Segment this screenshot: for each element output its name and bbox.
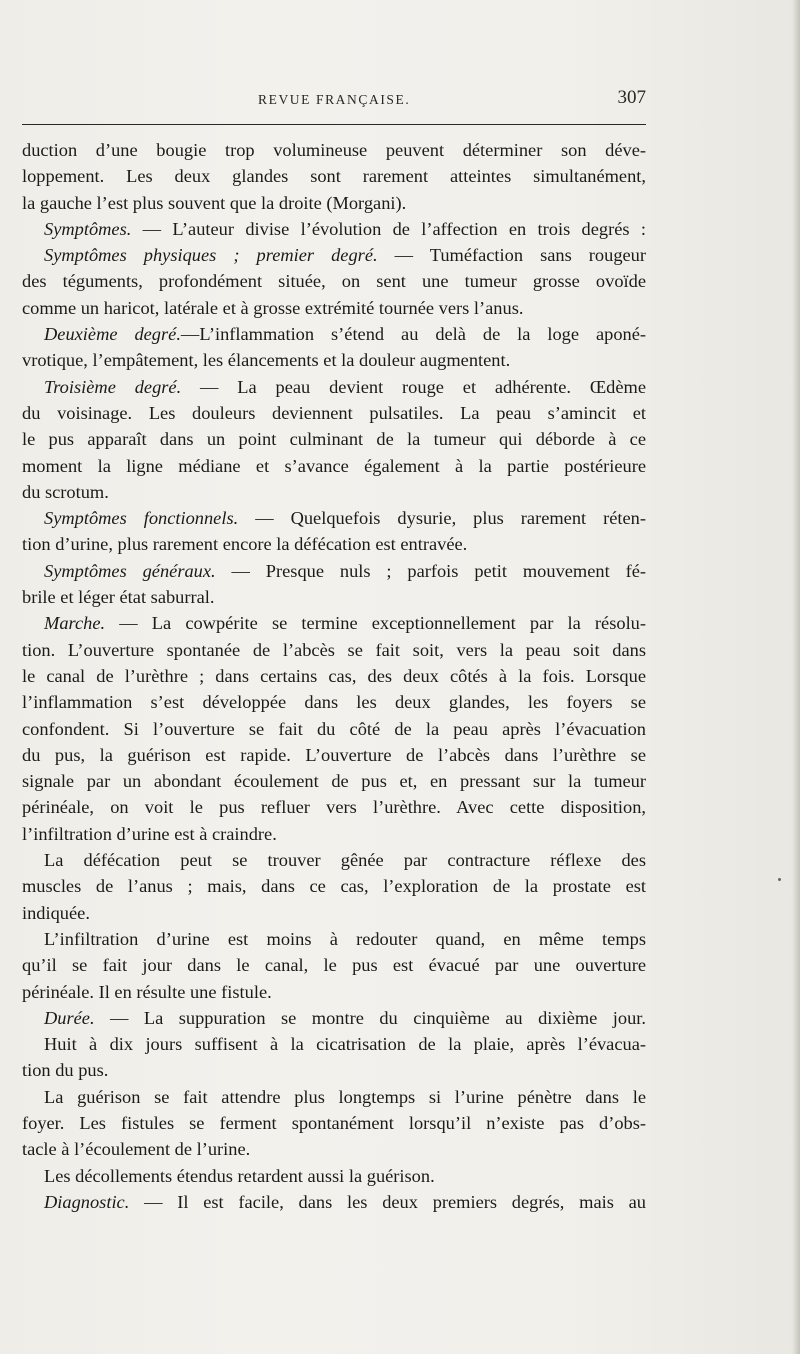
- line-text: tion. L’ouverture spontanée de l’abcès se fait soit, vers la peau soit dans: [22, 639, 646, 660]
- header-rule: [22, 124, 646, 125]
- text-line: [22, 873, 646, 899]
- text-line: [22, 1163, 646, 1189]
- line-text: Huit à dix jours suffisent à la cicatrisation de la plaie, après l’évacua-: [44, 1034, 646, 1055]
- text-line: [22, 1031, 646, 1057]
- line-text: — Quelquefois dysurie, plus rarement réten-: [238, 508, 646, 529]
- text-line: [22, 952, 646, 978]
- text-line: [22, 584, 646, 610]
- line-text: — Presque nuls ; parfois petit mouvement fé-: [215, 560, 646, 581]
- text-line: [22, 531, 646, 557]
- section-heading: Symptômes.: [44, 218, 132, 239]
- line-text: — Il est facile, dans les deux premiers degrés, mais au: [129, 1191, 646, 1212]
- line-text: indiquée.: [22, 902, 90, 923]
- text-line: [22, 742, 646, 768]
- text-line: [22, 479, 646, 505]
- line-text: la gauche l’est plus souvent que la droite (Morgani).: [22, 192, 407, 213]
- margin-speck: [778, 878, 781, 881]
- line-text: — La peau devient rouge et adhérente. Œdème: [181, 376, 646, 397]
- section-heading: Deuxième degré.: [44, 324, 181, 345]
- text-line: [22, 137, 646, 163]
- section-heading: Marche.: [44, 613, 106, 634]
- text-line: [22, 637, 646, 663]
- section-heading: Durée.: [44, 1007, 95, 1028]
- line-text: foyer. Les fistules se ferment spontanément lorsqu’il n’existe pas d’obs-: [22, 1112, 646, 1133]
- line-text: l’inflammation s’est développée dans les deux glandes, les foyers se: [22, 692, 646, 713]
- section-heading: Diagnostic.: [44, 1191, 130, 1212]
- line-text: loppement. Les deux glandes sont rarement atteintes simultanément,: [22, 166, 646, 187]
- text-line: [22, 558, 646, 584]
- line-text: vrotique, l’empâtement, les élancements et la douleur augmentent.: [22, 350, 511, 371]
- text-line: [22, 926, 646, 952]
- text-line: [22, 216, 646, 242]
- line-text: du scrotum.: [22, 481, 109, 502]
- line-text: signale par un abondant écoulement de pus et, en pressant sur la tumeur: [22, 771, 646, 792]
- line-text: comme un haricot, latérale et à grosse extrémité tournée vers l’anus.: [22, 297, 524, 318]
- text-line: [22, 268, 646, 294]
- text-line: [22, 821, 646, 847]
- text-line: [22, 610, 646, 636]
- line-text: le pus apparaît dans un point culminant de la tumeur qui déborde à ce: [22, 429, 646, 450]
- line-text: du pus, la guérison est rapide. L’ouverture de l’abcès dans l’urèthre se: [22, 744, 646, 765]
- section-heading: Symptômes généraux.: [44, 560, 216, 581]
- line-text: — Tuméfaction sans rougeur: [377, 245, 646, 266]
- section-heading: Symptômes fonctionnels.: [44, 508, 239, 529]
- line-text: La guérison se fait attendre plus longtemps si l’urine pénètre dans le: [44, 1086, 646, 1107]
- text-line: [22, 1057, 646, 1083]
- text-line: [22, 426, 646, 452]
- page-header: [22, 84, 646, 114]
- page-number: 307: [617, 87, 646, 108]
- line-text: qu’il se fait jour dans le canal, le pus est évacué par une ouverture: [22, 955, 646, 976]
- text-line: [22, 979, 646, 1005]
- section-heading: Symptômes physiques ; premier degré.: [44, 245, 378, 266]
- line-text: des téguments, profondément située, on sent une tumeur grosse ovoïde: [22, 271, 646, 292]
- line-text: confondent. Si l’ouverture se fait du côté de la peau après l’évacuation: [22, 718, 646, 739]
- page-edge-shadow: [792, 0, 800, 1354]
- text-line: [22, 242, 646, 268]
- line-text: le canal de l’urèthre ; dans certains cas, des deux côtés à la fois. Lorsque: [22, 665, 646, 686]
- line-text: l’infiltration d’urine est à craindre.: [22, 823, 277, 844]
- text-line: [22, 689, 646, 715]
- line-text: Les décollements étendus retardent aussi la guérison.: [44, 1165, 435, 1186]
- line-text: — L’auteur divise l’évolution de l’affection en trois degrés :: [131, 218, 646, 239]
- text-line: [22, 374, 646, 400]
- text-line: [22, 453, 646, 479]
- text-line: [22, 190, 646, 216]
- line-text: duction d’une bougie trop volumineuse peuvent déterminer son déve-: [22, 140, 646, 160]
- line-text: du voisinage. Les douleurs deviennent pulsatiles. La peau s’amincit et: [22, 402, 646, 423]
- text-line: [22, 663, 646, 689]
- section-heading: Troisième degré.: [44, 376, 182, 397]
- text-line: [22, 1110, 646, 1136]
- line-text: L’infiltration d’urine est moins à redouter quand, en même temps: [44, 928, 646, 949]
- text-line: [22, 347, 646, 373]
- line-text: La défécation peut se trouver gênée par contracture réflexe des: [44, 850, 646, 871]
- text-line: [22, 794, 646, 820]
- line-text: — La cowpérite se termine exceptionnellement par la résolu-: [105, 613, 646, 634]
- line-text: — La suppuration se montre du cinquième au dixième jour.: [94, 1007, 646, 1028]
- text-line: [22, 400, 646, 426]
- text-line: [22, 163, 646, 189]
- line-text: périnéale, on voit le pus refluer vers l’urèthre. Avec cette disposition,: [22, 797, 646, 818]
- text-line: [22, 1084, 646, 1110]
- text-line: [22, 1136, 646, 1162]
- line-text: brile et léger état saburral.: [22, 587, 215, 608]
- text-line: [22, 505, 646, 531]
- text-line: [22, 900, 646, 926]
- text-line: [22, 321, 646, 347]
- text-line: [22, 768, 646, 794]
- line-text: —L’inflammation s’étend au delà de la loge aponé-: [180, 324, 646, 345]
- text-line: [22, 1005, 646, 1031]
- text-line: [22, 295, 646, 321]
- line-text: tion d’urine, plus rarement encore la défécation est entravée.: [22, 534, 468, 555]
- text-line: [22, 847, 646, 873]
- body-text: [22, 137, 646, 1215]
- text-line: [22, 1189, 646, 1215]
- line-text: tion du pus.: [22, 1060, 109, 1081]
- line-text: périnéale. Il en résulte une fistule.: [22, 981, 272, 1002]
- line-text: tacle à l’écoulement de l’urine.: [22, 1139, 251, 1160]
- line-text: muscles de l’anus ; mais, dans ce cas, l’exploration de la prostate est: [22, 876, 646, 897]
- running-title: REVUE FRANÇAISE.: [258, 92, 411, 107]
- text-line: [22, 716, 646, 742]
- line-text: moment la ligne médiane et s’avance également à la partie postérieure: [22, 455, 646, 476]
